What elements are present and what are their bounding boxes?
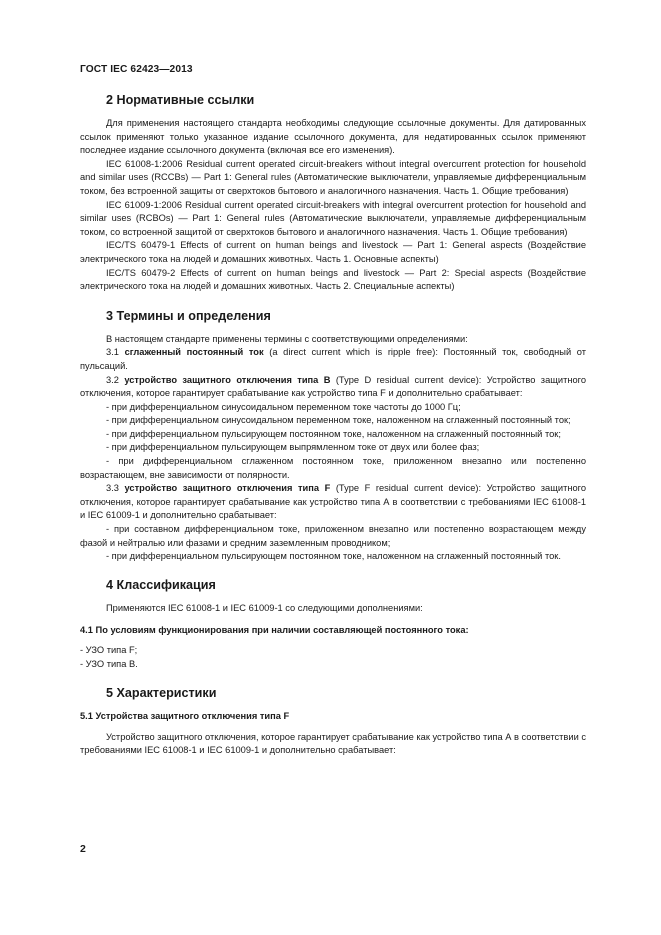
section-2-title: 2 Нормативные ссылки: [106, 93, 255, 107]
term-number: 3.3: [106, 483, 125, 494]
list-item: - при составном дифференциальном токе, приложенном внезапно или постепенно возрастающем между фазой и нейтралью или фазами и средним заземленным проводником;: [80, 524, 586, 548]
section-4-body: [80, 602, 586, 671]
document-page: [80, 64, 586, 758]
term-name: устройство защитного отключения типа B: [124, 374, 331, 385]
section-2-intro: Для применения настоящего стандарта необходимы следующие ссылочные документы. Для датированных ссылок применяют только указанное издание ссылочного документа, для недатированных ссылок применяют последнее издание ссылочного документа (включая все его изменения).: [80, 118, 586, 156]
section-2-body: [80, 117, 586, 294]
term-definition: (Type F residual current device): Устройство защитного отключения, которое гарантирует срабатывание как устройство типа А в соответствии с требованиями IEC 61008-1 и IEC 61009-1 и дополнительно срабатывает:: [80, 483, 586, 521]
section-4-intro: Применяются IEC 61008-1 и IEC 61009-1 со следующими дополнениями:: [106, 602, 423, 613]
section-5-body: [80, 710, 586, 758]
list-item: - при дифференциальном синусоидальном переменном токе частоты до 1000 Гц;: [106, 401, 461, 412]
list-item: - УЗО типа B.: [80, 658, 138, 669]
term-3-1: [80, 346, 586, 373]
term-number: 3.1: [106, 347, 125, 358]
term-definition: (Type D residual current device): Устройство защитного отключения, которое гарантирует срабатывание как устройство типа F и дополнительно срабатывает:: [80, 374, 586, 399]
list-item: - УЗО типа F;: [80, 645, 138, 655]
section-4-title: 4 Классификация: [106, 577, 216, 592]
section-3-body: [80, 333, 586, 564]
reference-item: IEC 61009-1:2006 Residual current operated circuit-breakers with integral overcurrent protection for household and similar uses (RCBOs) — Part 1: General rules (Автоматические выключатели, управляемые дифференциальным током, со встроенной защитой от сверхтоков бытового и аналогичного назначения. Часть 1. Общие требования): [80, 199, 586, 237]
reference-item: IEC/TS 60479-2 Effects of current on human beings and livestock — Part 2: Special aspects (Воздействие электрического тока на людей и домашних животных. Часть 2. Специальные аспекты): [80, 267, 586, 292]
term-3-2: [80, 374, 586, 401]
list-item: - при дифференциальном синусоидальном переменном токе, наложенном на сглаженный постоянный ток;: [106, 415, 571, 426]
list-item: - при дифференциальном пульсирующем постоянном токе, наложенном на сглаженный постоянный ток.: [106, 551, 561, 562]
term-name: сглаженный постоянный ток: [124, 347, 264, 358]
list-item: - при дифференциальном пульсирующем выпрямленном токе от двух или более фаз;: [106, 442, 480, 453]
subsection-4-1-title: 4.1 По условиям функционирования при наличии составляющей постоянного тока:: [80, 625, 469, 636]
rcd-type-list: [80, 644, 586, 671]
subsection-5-1-title: 5.1 Устройства защитного отключения типа F: [80, 711, 290, 722]
section-3-title: 3 Термины и определения: [106, 308, 271, 323]
section-5-paragraph: Устройство защитного отключения, которое гарантирует срабатывание как устройство типа А в соответствии с требованиями IEC 61008-1 и IEC 61009-1 и дополнительно срабатывает:: [80, 731, 586, 756]
term-number: 3.2: [106, 374, 125, 385]
term-definition: (a direct current which is ripple free): Постоянный ток, свободный от пульсаций.: [80, 347, 586, 371]
list-item: - при дифференциальном сглаженном постоянном токе, приложенном внезапно или постепенно возрастающем, вне зависимости от полярности.: [80, 456, 586, 480]
section-5-title: 5 Характеристики: [106, 686, 217, 701]
list-item: - при дифференциальном пульсирующем постоянном токе, наложенном на сглаженный постоянный ток;: [106, 428, 561, 439]
page-number: 2: [80, 843, 86, 855]
reference-item: IEC/TS 60479-1 Effects of current on human beings and livestock — Part 1: General aspects (Воздействие электрического тока на людей и домашних животных. Часть 1. Основные аспекты): [80, 240, 586, 264]
section-3-intro: В настоящем стандарте применены термины с соответствующими определениями:: [106, 333, 468, 344]
reference-item: IEC 61008-1:2006 Residual current operated circuit-breakers without integral overcurrent protection for household and similar uses (RCCBs) — Part 1: General rules (Автоматические выключатели, управляемые дифференциальным током, без встроенной защиты от сверхтоков бытового и аналогичного назначения. Часть 1. Общие требования): [80, 158, 586, 196]
standard-header: ГОСТ IEC 62423—2013: [80, 64, 193, 75]
term-name: устройство защитного отключения типа F: [124, 483, 331, 494]
term-3-3: [80, 482, 586, 523]
